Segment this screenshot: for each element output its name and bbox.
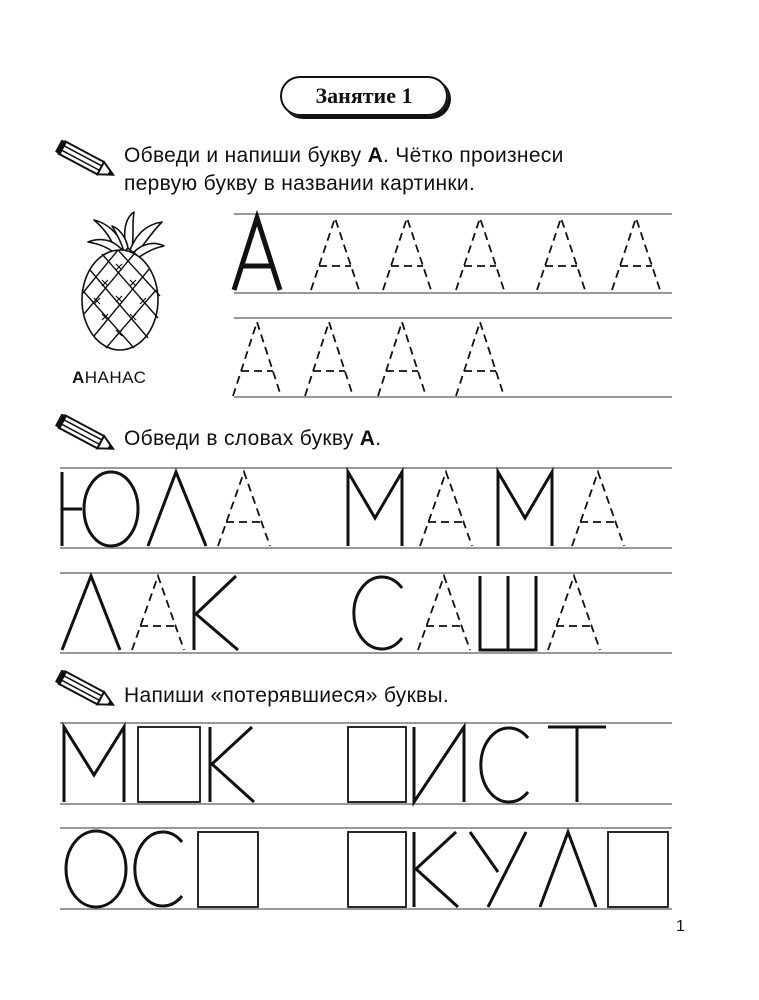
letter-a-dashed (311, 218, 359, 290)
task2-letter: А (359, 427, 376, 450)
word-sasha (354, 576, 536, 650)
word-m-k (64, 727, 254, 802)
task1-text-line2: первую букву в названии картинки. (124, 172, 476, 195)
letter-a-dashed (233, 322, 281, 396)
letter-a-dashed (456, 218, 504, 290)
word-os (66, 831, 182, 907)
letter-a-dashed (420, 472, 472, 546)
word-ist (414, 727, 606, 802)
letter-a-dashed (612, 218, 660, 290)
letter-a-dashed (548, 576, 600, 650)
missing-letter-box[interactable] (348, 727, 406, 802)
letter-a-dashed (418, 576, 470, 650)
letter-a-dashed (456, 322, 504, 396)
word-mama (348, 472, 552, 546)
letter-a-solid (234, 218, 280, 290)
missing-letter-box[interactable] (198, 832, 258, 907)
letter-a-dashed (132, 576, 184, 650)
missing-letter-box[interactable] (608, 832, 668, 907)
lesson-title: Занятие 1 (280, 76, 448, 116)
letter-a-dashed (305, 322, 353, 396)
letter-a-dashed (383, 218, 431, 290)
word-lak (62, 576, 238, 650)
letter-a-dashed (537, 218, 585, 290)
task1-text-suffix: . Чётко произнеси (383, 144, 564, 167)
task2-text-prefix: Обведи в словах букву (124, 427, 360, 450)
word-kul (414, 832, 596, 907)
caption-rest: НАНАС (84, 368, 147, 387)
word-yula (62, 472, 206, 546)
letter-a-dashed (378, 322, 426, 396)
task3-instruction: Напиши «потерявшиеся» буквы. (124, 684, 450, 707)
task1-letter: А (367, 144, 384, 167)
task2-text-suffix: . (375, 427, 382, 450)
caption-first-letter: А (72, 368, 85, 387)
task1-text-prefix: Обведи и напиши букву (124, 144, 368, 167)
missing-letter-box[interactable] (138, 727, 200, 802)
letter-a-dashed (218, 472, 270, 546)
missing-letter-box[interactable] (348, 832, 406, 907)
letter-a-dashed (572, 472, 624, 546)
page-number: 1 (676, 918, 685, 935)
